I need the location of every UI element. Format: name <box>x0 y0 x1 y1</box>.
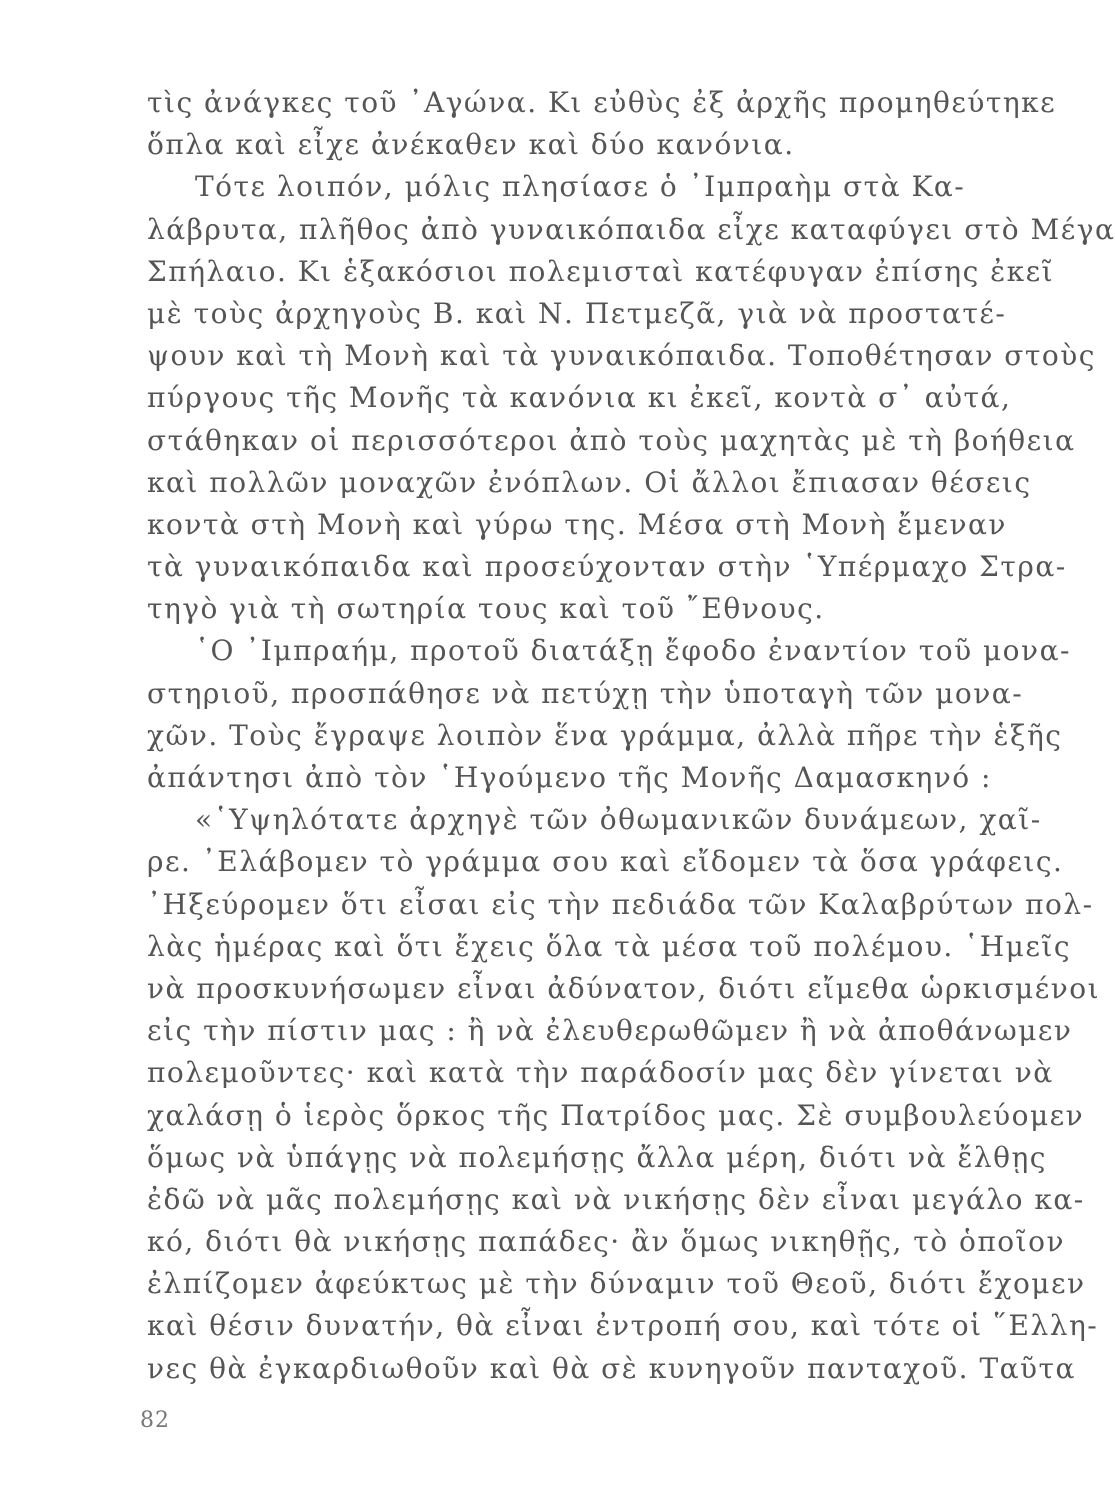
text-line: καὶ πολλῶν μοναχῶν ἐνόπλων. Οἱ ἄλλοι ἔπιασαν θέσεις <box>147 465 1032 499</box>
text-line: τὰ γυναικόπαιδα καὶ προσεύχονταν στὴν ῾Υπέρμαχο Στρα- <box>147 550 1067 584</box>
text-line: ὅμως νὰ ὑπάγῃς νὰ πολεμήσῃς ἄλλα μέρη, διότι νὰ ἔλθῃς <box>147 1140 1047 1174</box>
text-line: κοντὰ στὴ Μονὴ καὶ γύρω της. Μέσα στὴ Μονὴ ἔμεναν <box>147 507 1007 541</box>
text-line: χαλάσῃ ὁ ἱερὸς ὅρκος τῆς Πατρίδος μας. Σὲ συμβουλεύομεν <box>147 1098 1085 1132</box>
text-line: καὶ θέσιν δυνατήν, θὰ εἶναι ἐντροπή σου, καὶ τότε οἱ ῞Ελλη- <box>147 1309 1099 1343</box>
text-line: ῾Ο ᾿Ιμπραήμ, προτοῦ διατάξῃ ἔφοδο ἐναντίον τοῦ μονα- <box>195 634 1071 668</box>
text-line: ἀπάντησι ἀπὸ τὸν ῾Ηγούμενο τῆς Μονῆς Δαμασκηνό : <box>147 761 992 794</box>
text-line: τηγὸ γιὰ τὴ σωτηρία τους καὶ τοῦ ῎Εθνους. <box>147 592 825 626</box>
text-line: στηριοῦ, προσπάθησε νὰ πετύχῃ τὴν ὑποταγὴ τῶν μονα- <box>147 676 1024 710</box>
text-line: ἐλπίζομεν ἀφεύκτως μὲ τὴν δύναμιν τοῦ Θεοῦ, διότι ἔχομεν <box>147 1267 1086 1301</box>
text-line: Σπήλαιο. Κι ἑξακόσιοι πολεμισταὶ κατέφυγαν ἐπίσης ἐκεῖ <box>147 254 1055 288</box>
text-line: ψουν καὶ τὴ Μονὴ καὶ τὰ γυναικόπαιδα. Τοποθέτησαν στοὺς <box>147 339 1096 373</box>
body-text <box>147 82 1115 1390</box>
text-line: πολεμοῦντες· καὶ κατὰ τὴν παράδοσίν μας δὲν γίνεται νὰ <box>147 1056 1054 1090</box>
text-line: Τότε λοιπόν, μόλις πλησίασε ὁ ᾿Ιμπραὴμ στὰ Κα- <box>195 170 966 204</box>
text-line: ἐδῶ νὰ μᾶς πολεμήσῃς καὶ νὰ νικήσῃς δὲν εἶναι μεγάλο κα- <box>147 1182 1085 1216</box>
text-line: μὲ τοὺς ἀρχηγοὺς Β. καὶ Ν. Πετμεζᾶ, γιὰ νὰ προστατέ- <box>147 296 1007 330</box>
text-line: νες θὰ ἐγκαρδιωθοῦν καὶ θὰ σὲ κυνηγοῦν πανταχοῦ. Ταῦτα <box>147 1351 1076 1385</box>
text-line: εἰς τὴν πίστιν μας : ἢ νὰ ἐλευθερωθῶμεν ἢ νὰ ἀποθάνωμεν <box>147 1014 1073 1048</box>
text-line: ρε. ᾿Ελάβομεν τὸ γράμμα σου καὶ εἴδομεν τὰ ὅσα γράφεις. <box>147 845 1064 879</box>
text-line: στάθηκαν οἱ περισσότεροι ἀπὸ τοὺς μαχητὰς μὲ τὴ βοήθεια <box>147 423 1076 457</box>
text-line: κό, διότι θὰ νικήσῃς παπάδες· ἂν ὅμως νικηθῇς, τὸ ὁποῖον <box>147 1225 1066 1259</box>
text-line: ὅπλα καὶ εἶχε ἀνέκαθεν καὶ δύο κανόνια. <box>147 128 795 162</box>
text-line: νὰ προσκυνήσωμεν εἶναι ἀδύνατον, διότι εἴμεθα ὡρκισμένοι <box>147 971 1101 1005</box>
text-line: πύργους τῆς Μονῆς τὰ κανόνια κι ἐκεῖ, κοντὰ σ᾿ αὐτά, <box>147 381 1012 415</box>
text-line: τὶς ἀνάγκες τοῦ ᾿Αγώνα. Κι εὐθὺς ἐξ ἀρχῆς προμηθεύτηκε <box>147 86 1057 119</box>
text-line: χῶν. Τοὺς ἔγραψε λοιπὸν ἕνα γράμμα, ἀλλὰ πῆρε τὴν ἑξῆς <box>147 718 1063 752</box>
text-line: «῾Υψηλότατε ἀρχηγὲ τῶν ὀθωμανικῶν δυνάμεων, χαῖ- <box>195 803 1042 837</box>
text-line: λάβρυτα, πλῆθος ἀπὸ γυναικόπαιδα εἶχε καταφύγει στὸ Μέγα <box>147 212 1115 246</box>
text-line: λὰς ἡμέρας καὶ ὅτι ἔχεις ὅλα τὰ μέσα τοῦ πολέμου. ῾Ημεῖς <box>147 929 1072 963</box>
page-number: 82 <box>140 1408 170 1433</box>
text-line: ᾿Ηξεύρομεν ὅτι εἶσαι εἰς τὴν πεδιάδα τῶν Καλαβρύτων πολ- <box>147 887 1094 921</box>
